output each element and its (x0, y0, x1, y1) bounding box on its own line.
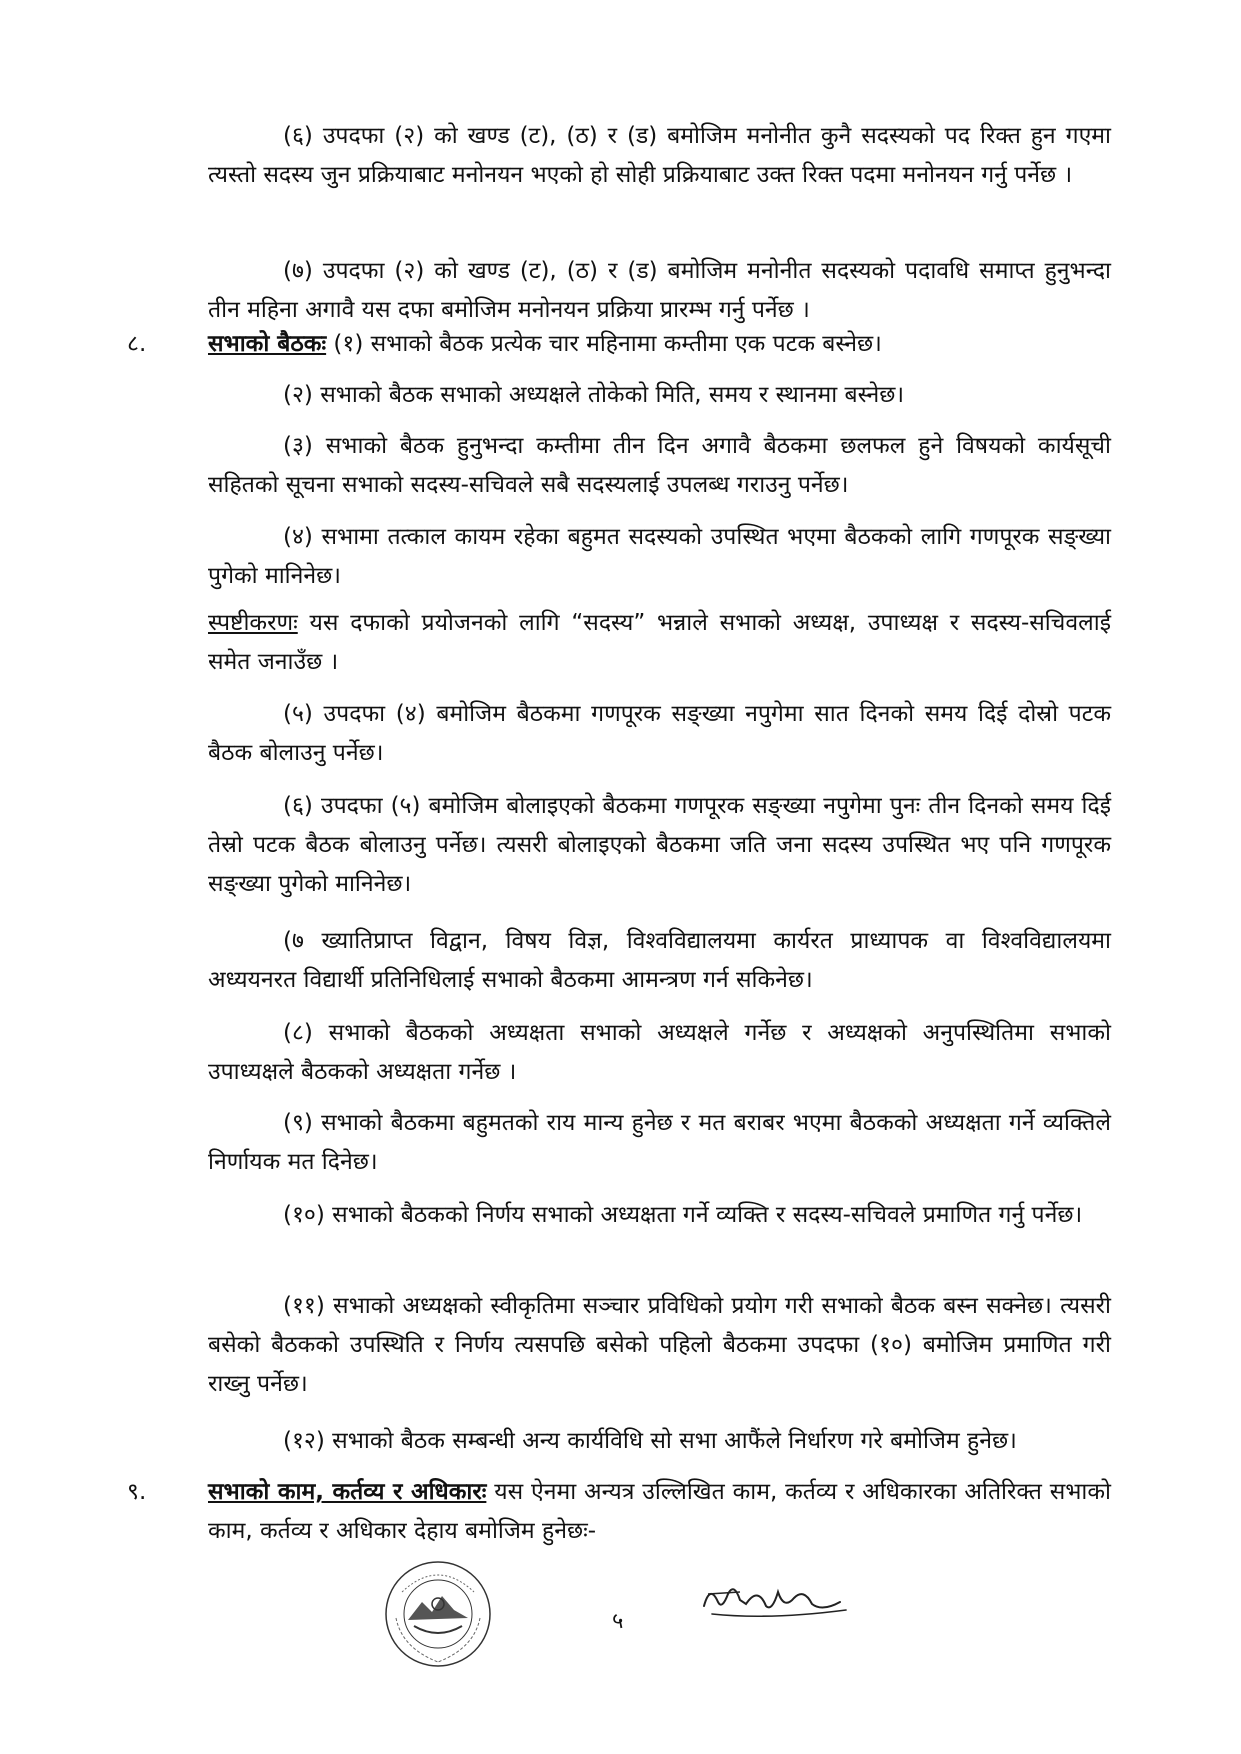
section-9-heading: सभाको काम, कर्तव्य र अधिकारः (208, 1479, 487, 1505)
section-8-subsection-11 (208, 1287, 1111, 1404)
section-8-subsection-6 (208, 787, 1111, 904)
explanation-text: यस दफाको प्रयोजनको लागि “सदस्य” भन्नाले सभाको अध्यक्ष, उपाध्यक्ष र सदस्य-सचिवलाई समेत जनाउँछ । (208, 610, 1111, 675)
section-8-subsection-12 (208, 1422, 1111, 1461)
section-9-text: यस ऐनमा अन्यत्र उल्लिखित काम, कर्तव्य र अधिकारका अतिरिक्त सभाको काम, कर्तव्य र अधिकार देहाय बमोजिम हुनेछः- (208, 1479, 1112, 1544)
paragraph-text: (६) उपदफा (५) बमोजिम बोलाइएको बैठकमा गणपूरक सङ्ख्या नपुगेमा पुनः तीन दिनको समय दिई तेस्रो पटक बैठक बोलाउनु पर्नेछ। त्यसरी बोलाइएको बैठकमा जति जना सदस्य उपस्थित भए पनि गणपूरक सङ्ख्या पुगेको मानिनेछ। (208, 793, 1111, 897)
section-8-subsection-4 (208, 518, 1111, 596)
page-number: ५ (612, 1609, 624, 1634)
paragraph-text: (१०) सभाको बैठकको निर्णय सभाको अध्यक्षता गर्ने व्यक्ति र सदस्य-सचिवले प्रमाणित गर्नु पर्नेछ। (283, 1202, 1083, 1228)
section-9-paragraph (208, 1473, 1111, 1551)
section-8-heading-line (208, 325, 1111, 364)
paragraph-text: (२) सभाको बैठक सभाको अध्यक्षले तोकेको मिति, समय र स्थानमा बस्नेछ। (283, 382, 905, 408)
paragraph-text: (७) उपदफा (२) को खण्ड (ट), (ठ) र (ड) बमोजिम मनोनीत सदस्यको पदावधि समाप्त हुनुभन्दा तीन महिना अगावै यस दफा बमोजिम मनोनयन प्रक्रिया प्रारम्भ गर्नु पर्नेछ । (208, 258, 1111, 323)
paragraph-text: (११) सभाको अध्यक्षको स्वीकृतिमा सञ्चार प्रविधिको प्रयोग गरी सभाको बैठक बस्न सक्नेछ। त्यसरी बसेको बैठकको उपस्थिति र निर्णय त्यसपछि बसेको पहिलो बैठकमा उपदफा (१०) बमोजिम प्रमाणित गरी राख्नु पर्नेछ। (208, 1293, 1111, 1397)
paragraph-text: (९) सभाको बैठकमा बहुमतको राय मान्य हुनेछ र मत बराबर भएमा बैठकको अध्यक्षता गर्ने व्यक्तिले निर्णायक मत दिनेछ। (208, 1110, 1111, 1175)
paragraph-7-7 (208, 252, 1111, 330)
paragraph-text: (७ ख्यातिप्राप्त विद्वान, विषय विज्ञ, विश्वविद्यालयमा कार्यरत प्राध्यापक वा विश्वविद्यालयमा अध्ययनरत विद्यार्थी प्रतिनिधिलाई सभाको बैठकमा आमन्त्रण गर्न सकिनेछ। (208, 928, 1111, 993)
section-8-subsection-9 (208, 1104, 1111, 1182)
section-8-subsection-8 (208, 1014, 1111, 1092)
explanation-label: स्पष्टीकरणः (208, 610, 298, 636)
section-8-subsection-5 (208, 695, 1111, 773)
paragraph-text: (३) सभाको बैठक हुनुभन्दा कम्तीमा तीन दिन अगावै बैठकमा छलफल हुने विषयको कार्यसूची सहितको सूचना सभाको सदस्य-सचिवले सबै सदस्यलाई उपलब्ध गराउनु पर्नेछ। (208, 433, 1111, 498)
paragraph-text: (६) उपदफा (२) को खण्ड (ट), (ठ) र (ड) बमोजिम मनोनीत कुनै सदस्यको पद रिक्त हुन गएमा त्यस्तो सदस्य जुन प्रक्रियाबाट मनोनयन भएको हो सोही प्रक्रियाबाट उक्त रिक्त पदमा मनोनयन गर्नु पर्नेछ । (208, 123, 1111, 188)
explanation (208, 604, 1111, 682)
section-8-subsection-10 (208, 1196, 1111, 1235)
section-8-subsection-2 (208, 376, 1111, 415)
signature-icon (700, 1576, 850, 1626)
paragraph-text: (१२) सभाको बैठक सम्बन्धी अन्य कार्यविधि सो सभा आफैंले निर्धारण गरे बमोजिम हुनेछ। (283, 1428, 1017, 1454)
section-8-subsection-3 (208, 427, 1111, 505)
section-8-subsection-7 (208, 922, 1111, 1000)
paragraph-7-6 (208, 117, 1111, 195)
section-8-subsection-1: (१) सभाको बैठक प्रत्येक चार महिनामा कम्तीमा एक पटक बस्नेछ। (333, 331, 882, 357)
official-seal-icon (382, 1558, 494, 1670)
section-9-number: ९. (127, 1479, 147, 1505)
section-8-heading: सभाको बैठकः (208, 331, 327, 357)
paragraph-text: (५) उपदफा (४) बमोजिम बैठकमा गणपूरक सङ्ख्या नपुगेमा सात दिनको समय दिई दोस्रो पटक बैठक बोलाउनु पर्नेछ। (208, 701, 1111, 766)
paragraph-text: (४) सभामा तत्काल कायम रहेका बहुमत सदस्यको उपस्थित भएमा बैठकको लागि गणपूरक सङ्ख्या पुगेको मानिनेछ। (208, 524, 1111, 589)
section-8-number: ८. (127, 331, 147, 357)
paragraph-text: (८) सभाको बैठकको अध्यक्षता सभाको अध्यक्षले गर्नेछ र अध्यक्षको अनुपस्थितिमा सभाको उपाध्यक्षले बैठकको अध्यक्षता गर्नेछ । (208, 1020, 1111, 1085)
